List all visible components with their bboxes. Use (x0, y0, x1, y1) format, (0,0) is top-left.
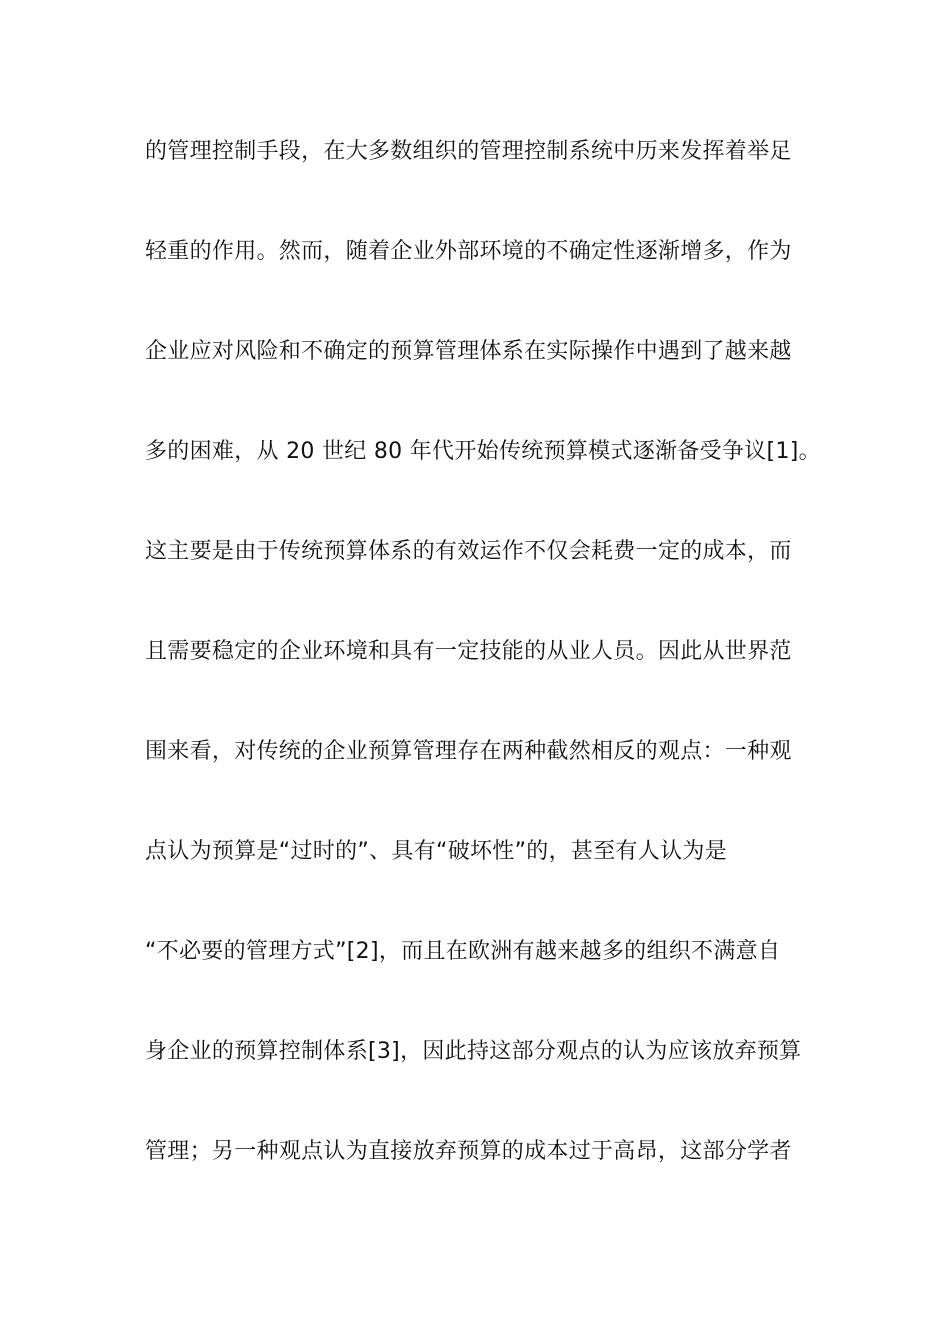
text-line: 这主要是由于传统预算体系的有效运作不仅会耗费一定的成本，而 (145, 539, 792, 564)
text-line: “不必要的管理方式”[2]，而且在欧洲有越来越多的组织不满意自 (145, 939, 781, 964)
text-line: 围来看，对传统的企业预算管理存在两种截然相反的观点：一种观 (145, 739, 792, 764)
text-line: 且需要稳定的企业环境和具有一定技能的从业人员。因此从世界范 (145, 639, 792, 664)
text-line: 多的困难，从 20 世纪 80 年代开始传统预算模式逐渐备受争议[1]。 (145, 439, 821, 464)
text-line: 身企业的预算控制体系[3]，因此持这部分观点的认为应该放弃预算 (145, 1039, 802, 1064)
text-line: 企业应对风险和不确定的预算管理体系在实际操作中遇到了越来越 (145, 339, 792, 364)
text-line: 轻重的作用。然而，随着企业外部环境的不确定性逐渐增多，作为 (145, 239, 792, 264)
text-line: 点认为预算是“过时的”、具有“破坏性”的，甚至有人认为是 (145, 839, 727, 864)
body-paragraph (145, 122, 821, 1222)
text-line: 管理；另一种观点认为直接放弃预算的成本过于高昂，这部分学者 (145, 1139, 792, 1164)
text-line: 的管理控制手段，在大多数组织的管理控制系统中历来发挥着举足 (145, 139, 792, 164)
